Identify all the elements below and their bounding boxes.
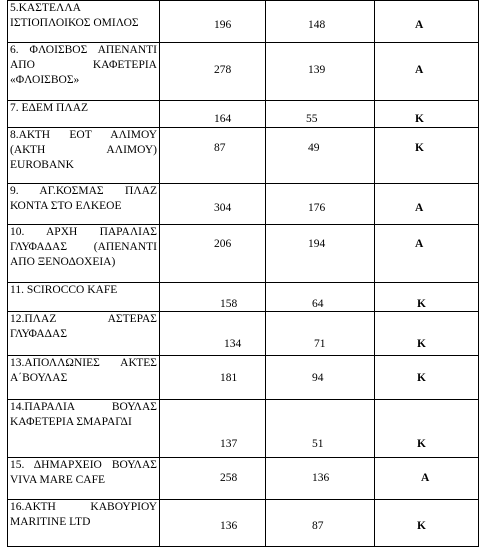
value-2-cell [266,356,375,400]
table-row [8,356,479,400]
table-row [8,500,479,547]
grade-cell [375,312,479,356]
value-1-cell [160,400,266,458]
grade-cell [375,283,479,312]
grade-cell [375,101,479,128]
value-1-cell [160,356,266,400]
value-1-cell [160,500,266,547]
grade-value: Α [415,202,424,214]
measurement-2-value: 87 [312,520,324,532]
measurement-2-value: 64 [312,298,324,310]
value-2-cell [266,225,375,283]
table-body [8,1,479,547]
measurement-1-value: 158 [220,298,238,310]
value-1-cell [160,184,266,225]
grade-cell [375,43,479,101]
grade-value: Κ [417,338,426,350]
measurement-1-value: 258 [220,472,238,484]
grade-cell [375,400,479,458]
measurement-2-value: 139 [308,64,326,76]
location-name-cell: 6. ΦΛΟΙΣΒΟΣ ΑΠΕΝΑΝΤΙ ΑΠΟ ΚΑΦΕΤΕΡΙΑ «ΦΛΟΙΣΒΟΣ» [8,43,160,101]
table-row [8,400,479,458]
grade-value: Α [415,19,424,31]
grade-value: Κ [415,113,424,125]
location-name-cell: 10. ΑΡΧΗ ΠΑΡΑΛΙΑΣ ΓΛΥΦΑΔΑΣ (ΑΠΕΝΑΝΤΙ ΑΠΟ ΞΕΝΟΔΟΧΕΙΑ) [8,225,160,283]
table-row [8,184,479,225]
grade-value: Α [415,238,424,250]
grade-value: Κ [415,142,424,154]
grade-value: Κ [417,438,426,450]
beach-measurements-table [7,0,479,547]
table-row [8,101,479,128]
measurement-1-value: 137 [220,438,238,450]
location-name-cell: 15. ΔΗΜΑΡΧΕΙΟ ΒΟΥΛΑΣ VIVA MARE CAFE [8,458,160,500]
value-1-cell [160,458,266,500]
measurement-1-value: 87 [214,142,226,154]
measurement-2-value: 94 [312,372,324,384]
grade-cell [375,128,479,184]
value-2-cell [266,458,375,500]
measurement-2-value: 136 [312,472,330,484]
table-row [8,128,479,184]
grade-cell [375,356,479,400]
table-row [8,225,479,283]
grade-cell [375,458,479,500]
location-name-cell: 5.ΚΑΣΤΕΛΛΑ ΙΣΤΙΟΠΛΟΙΚΟΣ ΟΜΙΛΟΣ [8,1,160,43]
measurement-1-value: 136 [220,520,238,532]
grade-value: Α [415,64,424,76]
measurement-2-value: 51 [312,438,324,450]
table-row [8,283,479,312]
table-row [8,43,479,101]
value-2-cell [266,312,375,356]
measurement-1-value: 181 [220,372,238,384]
value-2-cell [266,400,375,458]
value-1-cell [160,101,266,128]
value-2-cell [266,43,375,101]
location-name-cell: 9. ΑΓ.ΚΟΣΜΑΣ ΠΛΑΖ ΚΟΝΤΑ ΣΤΟ ΕΛΚΕΟΕ [8,184,160,225]
grade-cell [375,500,479,547]
measurement-2-value: 71 [314,338,326,350]
location-name-cell: 7. ΕΔΕΜ ΠΛΑΖ [8,101,160,128]
location-name-cell: 12.ΠΛΑΖ ΑΣΤΕΡΑΣ ΓΛΥΦΑΔΑΣ [8,312,160,356]
table-row [8,312,479,356]
grade-value: Κ [417,298,426,310]
value-2-cell [266,283,375,312]
table-row [8,1,479,43]
value-2-cell [266,101,375,128]
grade-value: Κ [417,372,426,384]
value-2-cell [266,184,375,225]
value-2-cell [266,500,375,547]
value-1-cell [160,283,266,312]
location-name-cell: 13.ΑΠΟΛΛΩΝΙΕΣ ΑΚΤΕΣ Α΄ΒΟΥΛΑΣ [8,356,160,400]
measurement-2-value: 49 [308,142,320,154]
value-1-cell [160,1,266,43]
measurement-2-value: 176 [308,202,326,214]
value-1-cell [160,225,266,283]
location-name-cell: 14.ΠΑΡΑΛΙΑ ΒΟΥΛΑΣ ΚΑΦΕΤΕΡΙΑ ΣΜΑΡΑΓΔΙ [8,400,160,458]
grade-cell [375,1,479,43]
measurement-1-value: 278 [214,64,232,76]
value-2-cell [266,128,375,184]
measurement-2-value: 194 [308,238,326,250]
measurement-1-value: 134 [224,338,242,350]
grade-cell [375,225,479,283]
measurement-2-value: 55 [306,113,318,125]
location-name-cell: 8.ΑΚΤΗ ΕΟΤ ΑΛΙΜΟΥ (ΑΚΤΗ ΑΛΙΜΟΥ) EUROBANK [8,128,160,184]
value-1-cell [160,312,266,356]
grade-value: Α [421,472,430,484]
grade-value: Κ [417,520,426,532]
value-1-cell [160,43,266,101]
measurement-1-value: 206 [214,238,232,250]
table-row [8,458,479,500]
location-name-cell: 11. SCIROCCO KAFE [8,283,160,312]
measurement-1-value: 196 [214,19,232,31]
measurement-1-value: 304 [214,202,232,214]
value-2-cell [266,1,375,43]
measurement-1-value: 164 [214,113,232,125]
measurement-2-value: 148 [308,19,326,31]
location-name-cell: 16.ΑΚΤΗ ΚΑΒΟΥΡΙΟΥ MARITINE LTD [8,500,160,547]
value-1-cell [160,128,266,184]
grade-cell [375,184,479,225]
